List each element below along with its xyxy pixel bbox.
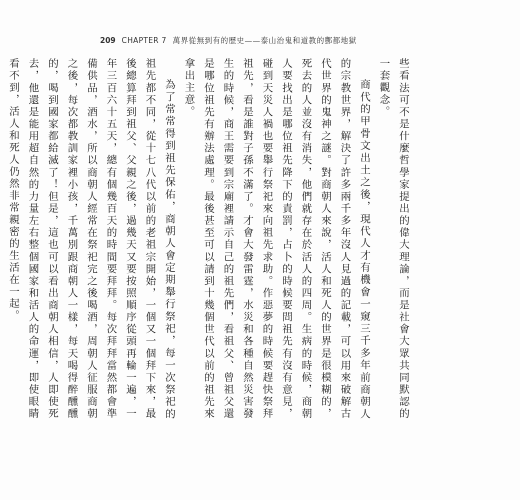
paragraph: 為了常常得到祖先保佑，商朝人會定期舉行祭祀，每一次祭祀的祖先都不同，從十七八代以前的老祖宗開始，一個又一個拜下來，最後總算拜到祖父、父親之後，過幾天又要按照順序從頭再輪一遍，一年三百六十五天，總有個幾百天的時間要拜拜。每次拜拜當然都會準備供品，酒水，所以商朝人經常在祭祀完之後喝酒，周朝人征服商朝之後，每次都教訓家裡小孩，千萬別跟商朝人一樣，每天喝得醉醺醺的，喝到國家都給滅了！但是，這也可以看出商朝人相信，人即使死去，他還是能用超自然的力量左右整個國家和活人的命運，即使眼睛看不到，活人和死人仍然非常親密的生活在一起。 (7, 58, 175, 420)
paragraph: 商代的甲骨文出土之後，現代人才有機會一窺三千多年前商朝人的宗教世界，解決了許多兩千多年沒人見過的記載，可以用來破解古代世界的鬼神之謎。對商朝人來說，活人和死人的世界是很模糊的，死去的人並沒有消失，他們就存在於活人的四周。生病的時候，商朝人要找出是哪位祖先降下的責罰，占卜的時候要問祖先有沒有意見，碰到天災人禍也要舉行祭祀來向祖先求助。作惡夢的時候要趕快祭拜祖先，看是誰對子孫不滿了。才會大發雷霆，水災和各種自然災害發生的時候，商王需要到宗廟裡請示自己的祖先們，看祖父、曾祖父還是哪位祖先有辦法處理。最後甚至可以請到十幾個世代以前的祖先來拿出主意。 (182, 58, 370, 420)
running-header (100, 34, 480, 46)
chapter-title: 萬界從無到有的歷史——泰山治鬼和道教的酆都地獄 (172, 35, 357, 45)
body-text (7, 58, 412, 420)
chapter-label: CHAPTER 7 (121, 35, 167, 45)
paragraph: 些看法可不是什麼哲學家提出的偉大理論，而是社會大眾共同默認的一套觀念。 (377, 58, 409, 420)
page-number: 209 (100, 35, 116, 45)
